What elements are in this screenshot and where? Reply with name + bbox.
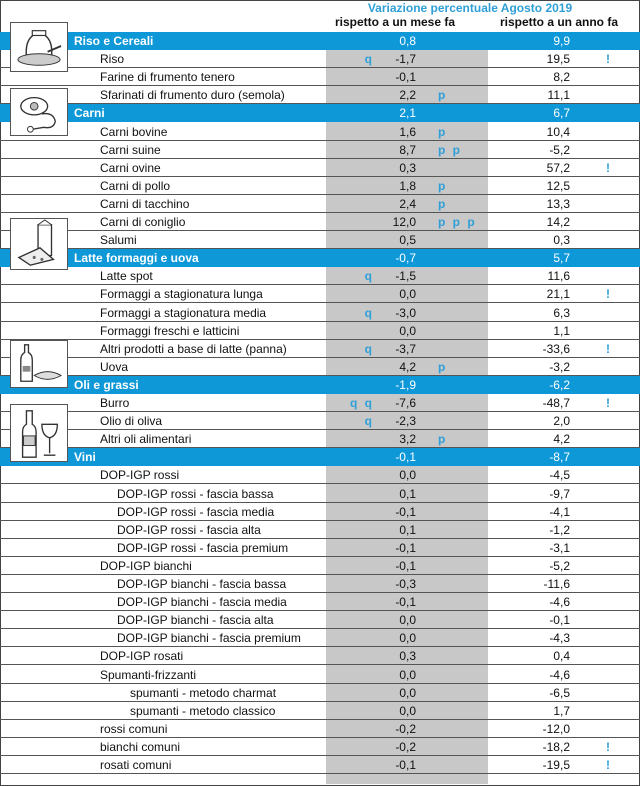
flour-sack-icon — [10, 22, 68, 72]
month-change-value: -0,1 — [395, 558, 416, 573]
table-row — [0, 141, 640, 159]
row-label: DOP-IGP rossi - fascia bassa — [117, 486, 274, 501]
column-header-year: rispetto a un anno fa — [500, 15, 619, 29]
row-label: DOP-IGP rossi - fascia media — [117, 504, 275, 519]
table-row — [0, 68, 640, 86]
arrow-up-icon: p — [438, 178, 448, 193]
alert-icon: ! — [606, 52, 610, 67]
row-label: Altri prodotti a base di latte (panna) — [100, 341, 287, 356]
row-label: Formaggi a stagionatura lunga — [100, 287, 263, 302]
table-row — [0, 575, 640, 593]
month-change-value: 0,3 — [399, 649, 416, 664]
year-change-value: -4,3 — [549, 631, 570, 646]
alert-icon: ! — [606, 287, 610, 302]
row-label: Farine di frumento tenero — [100, 70, 235, 85]
table-row — [0, 647, 640, 665]
row-label: Formaggi freschi e latticini — [100, 323, 240, 338]
arrow-up-icon: p — [438, 88, 448, 103]
month-change-value: 12,0 — [392, 215, 416, 229]
row-label: Sfarinati di frumento duro (semola) — [100, 88, 285, 103]
month-change-value: -0,1 — [395, 595, 416, 610]
month-change-value: -0,3 — [395, 577, 416, 591]
month-change-value: 0,0 — [399, 685, 416, 700]
year-change-value: -4,6 — [549, 667, 570, 682]
row-label: Latte spot — [100, 269, 153, 284]
meat-icon — [10, 88, 68, 136]
table-row — [0, 322, 640, 340]
table-row — [0, 738, 640, 756]
table-row — [0, 466, 640, 484]
year-change-value: -4,1 — [549, 504, 570, 519]
year-change-value: 10,4 — [546, 124, 570, 139]
month-change-value: 0,1 — [399, 486, 416, 501]
arrow-up-icon: p — [438, 432, 448, 447]
year-change-value: 6,3 — [553, 305, 570, 320]
row-label: Uova — [100, 359, 129, 374]
month-change-value: 0,0 — [399, 613, 416, 628]
month-change-value: 2,1 — [399, 106, 416, 121]
row-label: DOP-IGP bianchi - fascia media — [117, 595, 287, 610]
month-change-value: 0,0 — [399, 703, 416, 718]
table-row — [0, 756, 640, 774]
wine-bottle-icon — [10, 404, 68, 462]
category-row — [0, 249, 640, 267]
row-label: Carni di coniglio — [100, 215, 186, 229]
row-label: Salumi — [100, 233, 137, 248]
year-change-value: 13,3 — [546, 196, 570, 211]
alert-icon: ! — [606, 160, 610, 175]
alert-icon: ! — [606, 341, 610, 356]
arrow-down-icon: q — [364, 414, 374, 429]
table-row — [0, 394, 640, 412]
year-change-value: 5,7 — [553, 251, 570, 266]
table-row — [0, 611, 640, 629]
row-label: Oli e grassi — [74, 377, 139, 392]
month-change-value: 0,3 — [399, 160, 416, 175]
row-label: Carni di pollo — [100, 178, 171, 193]
table-row — [0, 720, 640, 738]
month-change-value: 2,4 — [399, 196, 416, 211]
table-row — [0, 412, 640, 430]
month-change-value: -2,3 — [395, 414, 416, 429]
month-change-value: 0,0 — [399, 287, 416, 302]
table-row — [0, 304, 640, 322]
row-label: Olio di oliva — [100, 414, 163, 429]
year-change-value: 12,5 — [546, 178, 570, 193]
table-row — [0, 485, 640, 503]
year-change-value: 4,2 — [553, 432, 570, 447]
category-row — [0, 32, 640, 50]
year-change-value: -6,2 — [549, 377, 570, 392]
year-change-value: -4,6 — [549, 595, 570, 610]
month-change-value: 0,0 — [399, 667, 416, 682]
year-change-value: -8,7 — [549, 450, 570, 465]
year-change-value: 8,2 — [553, 70, 570, 85]
month-change-value: 0,0 — [399, 468, 416, 483]
month-change-value: -3,7 — [395, 341, 416, 356]
table-title: Variazione percentuale Agosto 2019 — [367, 1, 573, 15]
month-change-value: 0,5 — [399, 233, 416, 248]
arrow-down-icon: q — [364, 305, 374, 320]
table-row — [0, 629, 640, 647]
month-change-value: 1,8 — [399, 178, 416, 193]
year-change-value: -3,1 — [549, 540, 570, 555]
table-row — [0, 285, 640, 303]
category-row — [0, 448, 640, 466]
year-change-value: -1,2 — [549, 522, 570, 537]
year-change-value: -19,5 — [542, 758, 570, 772]
table-row — [0, 195, 640, 213]
table-row — [0, 702, 640, 720]
year-change-value: 6,7 — [553, 106, 570, 121]
month-change-value: 2,2 — [399, 88, 416, 103]
month-change-value: 8,7 — [399, 142, 416, 157]
row-label: Formaggi a stagionatura media — [100, 305, 267, 320]
year-change-value: 11,1 — [547, 88, 570, 103]
month-change-value: 3,2 — [399, 432, 416, 447]
month-change-value: -0,2 — [395, 739, 416, 754]
year-change-value: 9,9 — [553, 34, 570, 48]
arrow-down-icon: q — [364, 52, 374, 67]
year-change-value: -4,5 — [549, 468, 570, 483]
row-label: spumanti - metodo charmat — [130, 685, 277, 700]
row-label: Carni suine — [100, 142, 161, 157]
category-row — [0, 376, 640, 394]
year-change-value: 1,1 — [553, 323, 570, 338]
table-row — [0, 557, 640, 575]
row-label: Latte formaggi e uova — [74, 251, 199, 266]
table-row — [0, 159, 640, 177]
arrow-down-icon: q q — [350, 396, 374, 410]
table-row — [0, 231, 640, 249]
row-label: DOP-IGP bianchi - fascia bassa — [117, 577, 287, 591]
year-change-value: 1,7 — [553, 703, 570, 718]
year-change-value: 14,2 — [546, 215, 570, 229]
oil-bottle-icon — [10, 340, 68, 388]
month-change-value: -0,1 — [395, 758, 416, 772]
month-change-value: -0,1 — [395, 540, 416, 555]
row-label: DOP-IGP rossi — [100, 468, 180, 483]
row-label: Carni ovine — [100, 160, 161, 175]
year-change-value: 2,0 — [553, 414, 570, 429]
table-row — [0, 593, 640, 611]
row-label: DOP-IGP rossi - fascia premium — [117, 540, 289, 555]
table-row — [0, 123, 640, 141]
row-label: Carni bovine — [100, 124, 168, 139]
arrow-up-icon: p p — [438, 142, 462, 157]
arrow-up-icon: p — [438, 359, 448, 374]
table-row — [0, 50, 640, 68]
row-label: DOP-IGP rossi - fascia alta — [117, 522, 261, 537]
row-label: rossi comuni — [100, 721, 168, 736]
table-row — [0, 666, 640, 684]
year-change-value: -9,7 — [549, 486, 570, 501]
month-change-value: -7,6 — [395, 396, 416, 410]
table-row — [0, 177, 640, 195]
month-change-value: -3,0 — [395, 305, 416, 320]
year-change-value: -48,7 — [542, 396, 570, 410]
alert-icon: ! — [606, 739, 610, 754]
year-change-value: -11,6 — [543, 577, 570, 591]
row-label: spumanti - metodo classico — [130, 703, 276, 718]
table-row — [0, 358, 640, 376]
arrow-down-icon: q — [364, 269, 374, 284]
row-label: Riso e Cereali — [74, 34, 154, 48]
month-change-value: -0,1 — [395, 70, 416, 85]
year-change-value: -6,5 — [549, 685, 570, 700]
month-change-value: -0,7 — [395, 251, 416, 266]
month-change-value: 1,6 — [399, 124, 416, 139]
alert-icon: ! — [606, 396, 610, 410]
table-row — [0, 86, 640, 104]
arrow-up-icon: p — [438, 124, 448, 139]
table-row — [0, 684, 640, 702]
row-label: DOP-IGP bianchi - fascia premium — [117, 631, 301, 646]
month-change-value: -0,1 — [395, 504, 416, 519]
month-change-value: -0,1 — [395, 450, 416, 465]
year-change-value: 0,3 — [553, 233, 570, 248]
table-row — [0, 521, 640, 539]
month-change-value: 0,0 — [399, 323, 416, 338]
arrow-up-icon: p — [438, 196, 448, 211]
year-change-value: -0,1 — [549, 613, 570, 628]
year-change-value: 11,6 — [547, 269, 570, 284]
month-change-value: -0,2 — [395, 721, 416, 736]
arrow-down-icon: q — [364, 341, 374, 356]
row-label: DOP-IGP rosati — [100, 649, 184, 664]
row-label: Burro — [100, 396, 130, 410]
table-row — [0, 340, 640, 358]
table-row — [0, 430, 640, 448]
row-label: Vini — [74, 450, 96, 465]
month-change-value: 4,2 — [399, 359, 416, 374]
year-change-value: -5,2 — [549, 142, 570, 157]
row-label: rosati comuni — [100, 758, 172, 772]
table-row — [0, 503, 640, 521]
year-change-value: -3,2 — [549, 359, 570, 374]
month-change-value: 0,0 — [399, 631, 416, 646]
year-change-value: 0,4 — [553, 649, 570, 664]
table-row — [0, 213, 640, 231]
month-change-value: -1,9 — [395, 377, 416, 392]
month-change-value: 0,1 — [399, 522, 416, 537]
row-label: DOP-IGP bianchi — [100, 558, 192, 573]
year-change-value: -18,2 — [542, 739, 570, 754]
row-label: bianchi comuni — [100, 739, 181, 754]
year-change-value: 19,5 — [546, 52, 570, 67]
year-change-value: -12,0 — [542, 721, 570, 736]
row-label: Carni — [74, 106, 105, 121]
row-label: Spumanti-frizzanti — [100, 667, 197, 682]
row-label: Altri oli alimentari — [100, 432, 192, 447]
year-change-value: 57,2 — [546, 160, 570, 175]
column-header-month: rispetto a un mese fa — [335, 15, 456, 29]
category-row — [0, 104, 640, 122]
month-change-value: -1,7 — [395, 52, 416, 67]
year-change-value: -33,6 — [542, 341, 570, 356]
month-change-value: 0,8 — [399, 34, 416, 48]
month-change-value: -1,5 — [395, 269, 416, 284]
arrow-up-icon: p p p — [438, 215, 477, 229]
year-change-value: -5,2 — [549, 558, 570, 573]
dairy-icon — [10, 218, 68, 270]
table-row — [0, 539, 640, 557]
row-label: DOP-IGP bianchi - fascia alta — [117, 613, 274, 628]
row-label: Riso — [100, 52, 125, 67]
year-change-value: 21,1 — [546, 287, 570, 302]
alert-icon: ! — [606, 758, 610, 772]
table-row — [0, 267, 640, 285]
row-label: Carni di tacchino — [100, 196, 190, 211]
